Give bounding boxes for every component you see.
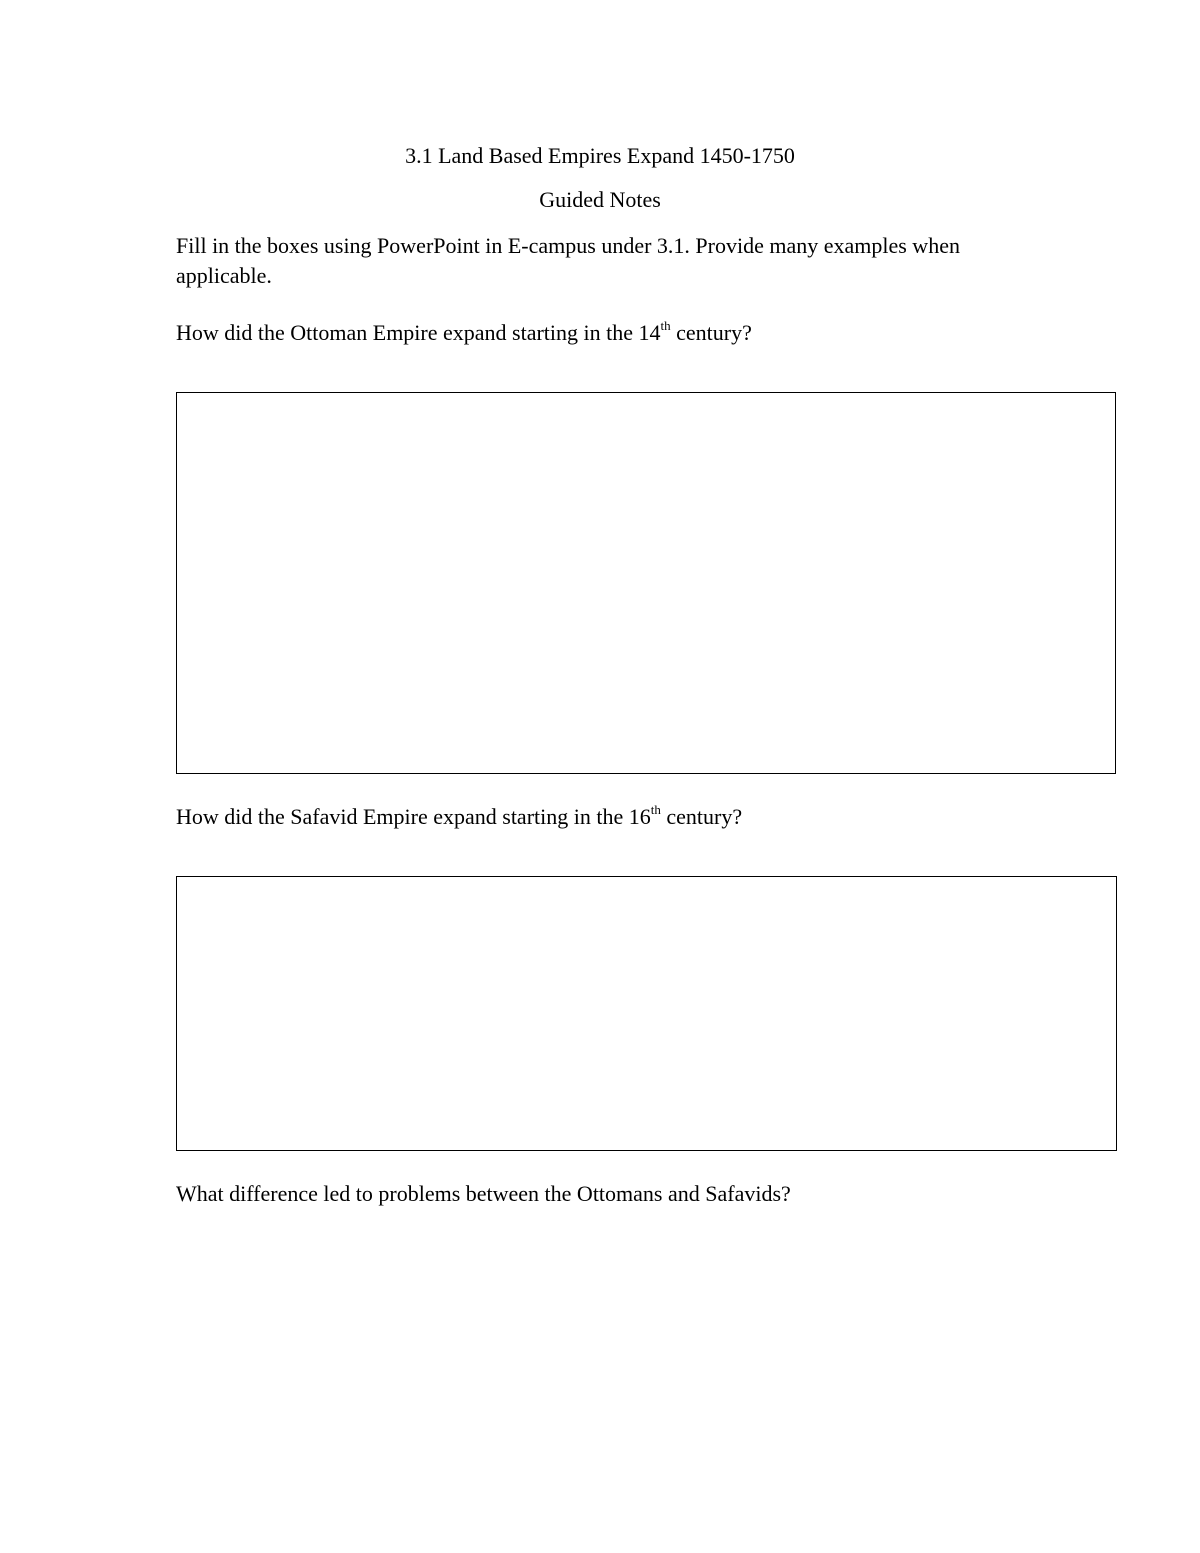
answer-box-ottoman[interactable] bbox=[176, 392, 1116, 774]
ordinal-suffix: th bbox=[650, 801, 661, 817]
question-text-end: century? bbox=[660, 804, 743, 829]
ordinal-suffix: th bbox=[660, 317, 671, 333]
question-text: How did the Safavid Empire expand starting in the 16 bbox=[176, 804, 651, 829]
page-title: 3.1 Land Based Empires Expand 1450-1750 bbox=[405, 143, 795, 168]
question-text: What difference led to problems between the Ottomans and Safavids? bbox=[176, 1181, 791, 1206]
page-subtitle: Guided Notes bbox=[539, 187, 661, 212]
question-text: How did the Ottoman Empire expand starting in the 14 bbox=[176, 320, 661, 345]
question-text-end: century? bbox=[670, 320, 752, 345]
question-ottoman-expansion bbox=[176, 319, 1076, 347]
instructions-text: Fill in the boxes using PowerPoint in E-campus under 3.1. Provide many examples when applicable. bbox=[176, 233, 960, 288]
answer-box-safavid[interactable] bbox=[176, 876, 1117, 1151]
question-ottoman-safavid-difference bbox=[176, 1180, 1076, 1208]
question-safavid-expansion bbox=[176, 803, 1076, 831]
